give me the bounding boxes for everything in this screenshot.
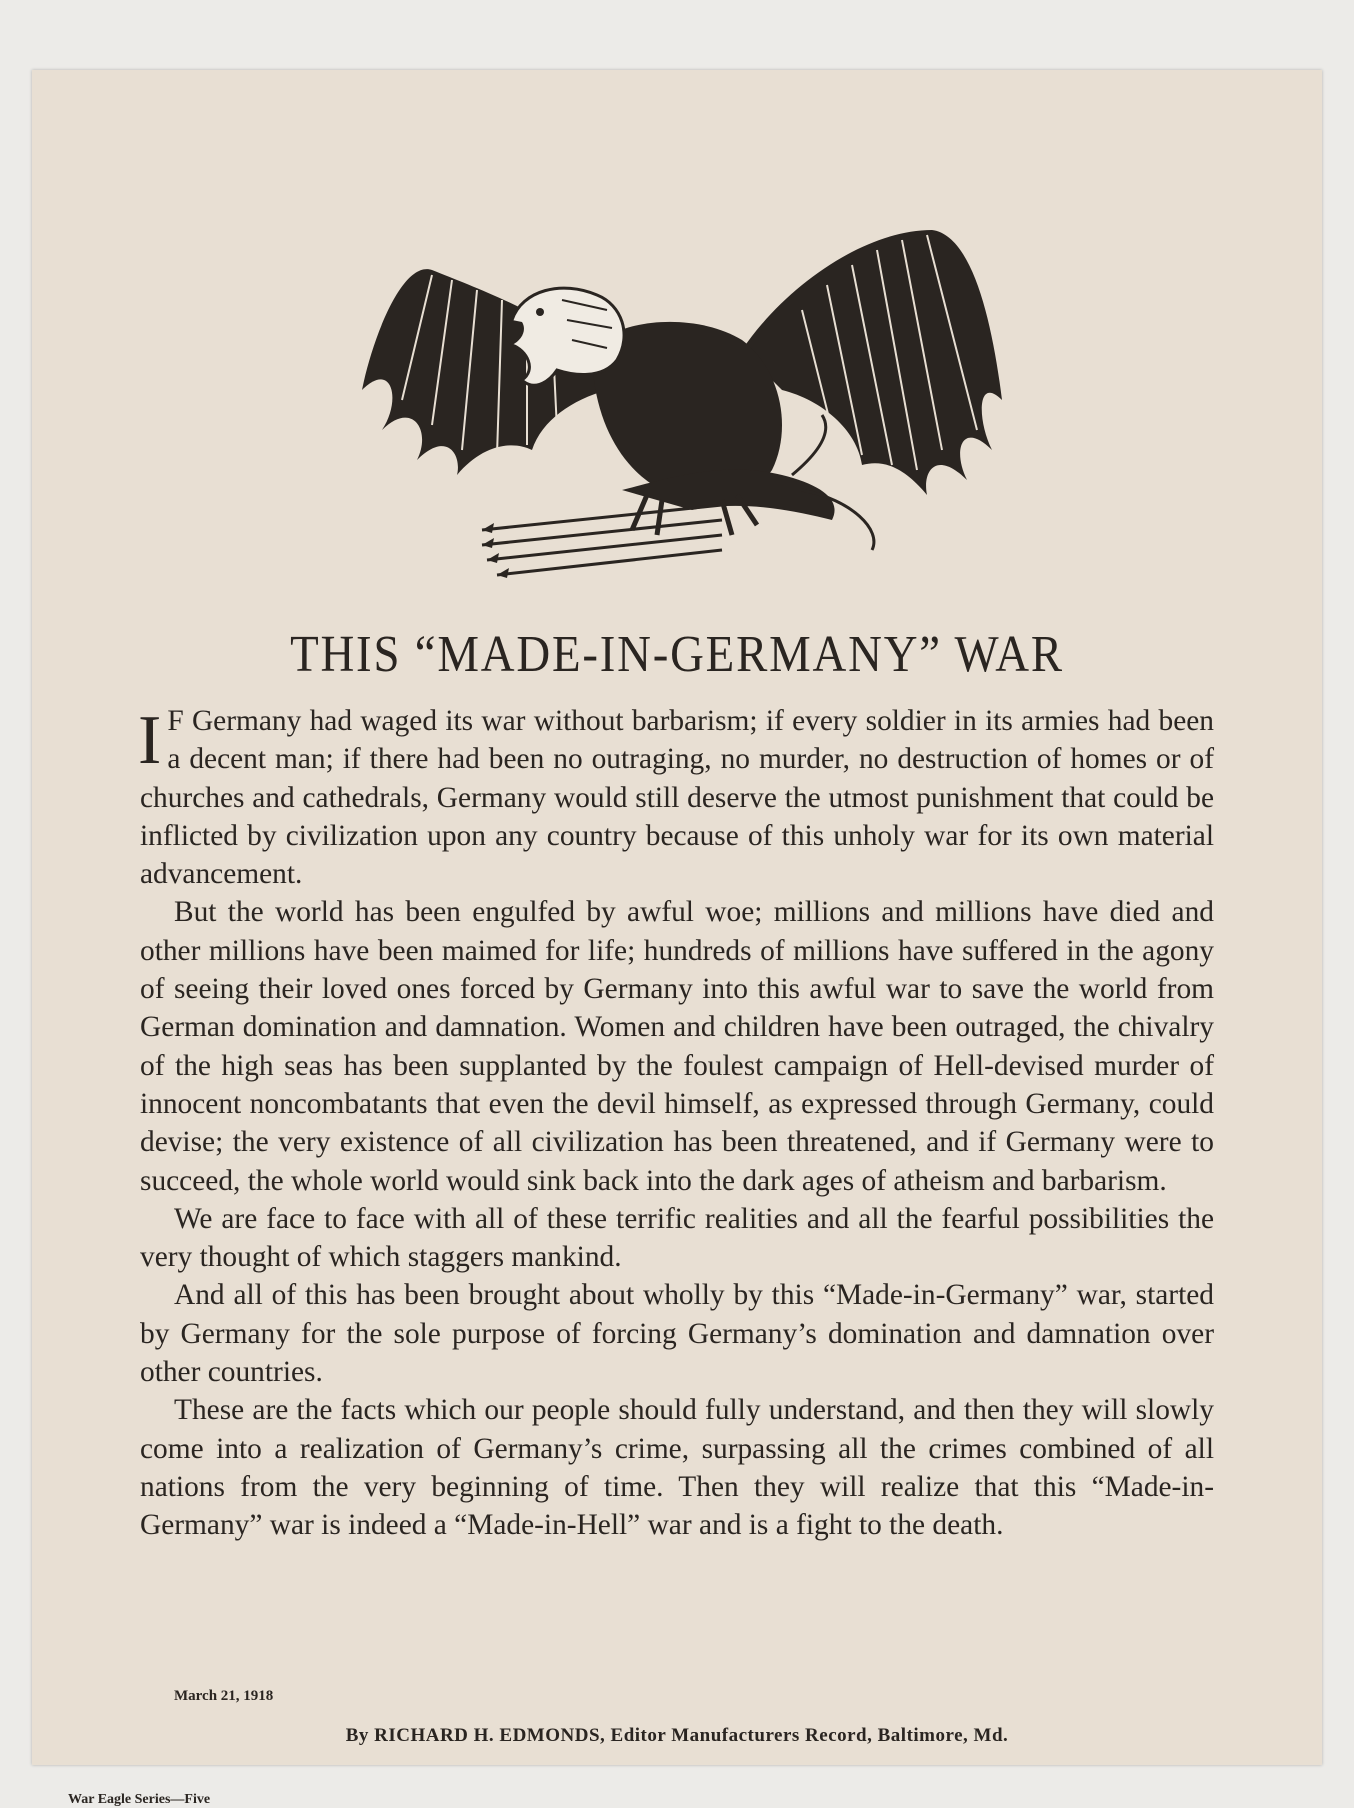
paragraph-4: And all of this has been brought about wholly by this “Made-in-Germany” war, started by Germany for the sole purpose of forcing Germany’s domination and damnation over other countries. <box>140 1279 1214 1389</box>
paragraph-1-text: F Germany had waged its war without barbarism; if every soldier in its armies had been a decent man; if there had been no outraging, no murder, no destruction of homes or of churches and cathedrals, Germany would still deserve the utmost punishment that could be inflicted by civilization upon any country because of this unholy war for its own material advancement. <box>140 705 1214 891</box>
poster-date: March 21, 1918 <box>174 1688 274 1704</box>
drop-cap: I <box>138 702 162 779</box>
poster-sheet <box>32 70 1322 1807</box>
poster-title: THIS “MADE-IN-GERMANY” WAR <box>290 626 1064 683</box>
eagle-icon <box>362 200 1002 590</box>
paragraph-5: These are the facts which our people should fully understand, and then they will slowly come into a realization of Germany’s crime, surpassing all the crimes combined of all nations from the very beginning of time. Then they will realize that this “Made-in-Germany” war is indeed a “Made-in-Hell” war and is a fight to the death. <box>140 1394 1214 1542</box>
paragraph-2: But the world has been engulfed by awful woe; millions and millions have died and other millions have been maimed for life; hundreds of millions have suffered in the agony of seeing their loved ones forced by Germany into this awful war to save the world from German domination and damnation. Women and children have been outraged, the chivalry of the high seas has been supplanted by the foulest campaign of Hell-devised murder of innocent noncombatants that even the devil himself, as expressed through Germany, could devise; the very existence of all civilization has been threatened, and if Germany were to succeed, the whole world would sink back into the dark ages of atheism and barbarism. <box>140 896 1214 1197</box>
paragraph-3: We are face to face with all of these terrific realities and all the fearful possibilities the very thought of which staggers mankind. <box>140 1202 1214 1274</box>
poster-byline: By RICHARD H. EDMONDS, Editor Manufacturers Record, Baltimore, Md. <box>345 1725 1009 1746</box>
paragraph-1 <box>140 702 1214 893</box>
poster-body <box>140 702 1214 1545</box>
series-label: War Eagle Series—Five <box>68 1792 211 1807</box>
